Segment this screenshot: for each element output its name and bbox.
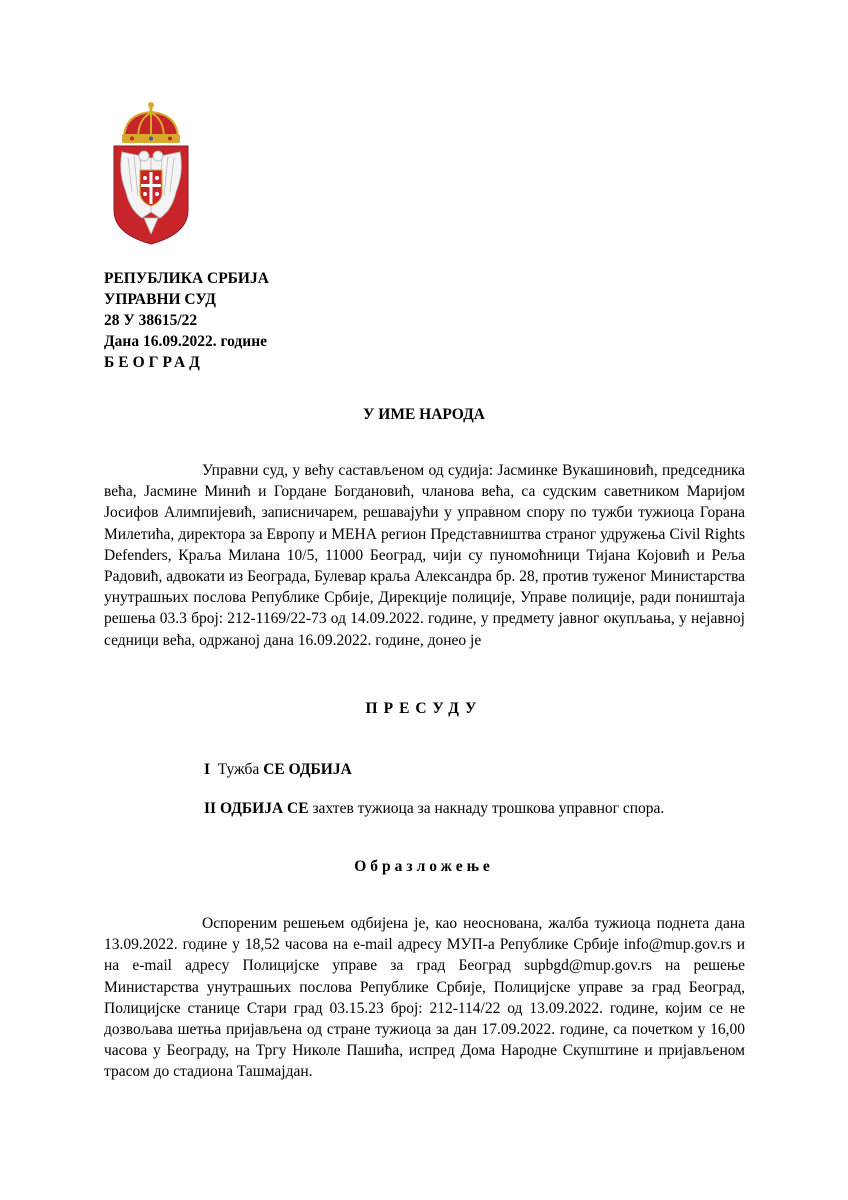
case-number: 28 У 38615/22 xyxy=(104,312,198,329)
court-header xyxy=(104,268,269,373)
reasoning-paragraph xyxy=(104,913,745,1083)
country-name: РЕПУБЛИКА СРБИЈА xyxy=(104,270,269,287)
crown-icon xyxy=(122,102,180,143)
court-name: УПРАВНИ СУД xyxy=(104,291,216,308)
verdict-item-2 xyxy=(204,800,664,818)
verdict-item-number: I xyxy=(204,761,211,778)
verdict-item-1 xyxy=(204,761,352,779)
decision-date: Дана 16.09.2022. године xyxy=(104,333,268,350)
reasoning-heading: Образложење xyxy=(354,858,494,875)
verdict-item-number: II xyxy=(204,800,217,817)
verdict-heading: ПРЕСУДУ xyxy=(365,700,483,717)
verdict-item-bold: СЕ ОДБИЈА xyxy=(263,761,352,778)
reasoning-paragraph-text: Оспореним решењем одбијена је, као неоснована, жалба тужиоца поднета дана 13.09.2022. године у 18,52 часова на e-mail адресу МУП-а Републике Србије info@mup.gov.rs и на e-mail адресу Полицијске управе за град Београд supbgd@mup.gov.rs на решење Министарства унутрашњих послова Републике Србије, Полицијске управе за град Београд, Полицијске станице Стари град 03.15.23 број: 212-114/22 од 13.09.2022. године, којим се не дозвољава шетња пријављена од стране тужиоца за дан 17.09.2022. године, са почетком у 16,00 часова у Београду, на Тргу Николе Пашића, испред Дома Народне Скупштине и пријављеном трасом до стадиона Ташмајдан. xyxy=(104,915,745,1081)
in-name-of-people-heading: У ИМЕ НАРОДА xyxy=(363,406,485,423)
intro-paragraph-text: Управни суд, у већу састављеном од судија: Јасминке Вукашиновић, председника већа, Јасмине Минић и Гордане Богдановић, чланова већа, са судским саветником Маријом Јосифов Алимпијевић, записничарем, решавајући у управном спору по тужби тужиоца Горана Милетића, директора за Европу и МЕНА регион Представништва страног удружења Civil Rights Defenders, Краља Милана 10/5, 11000 Београд, чији су пуномоћници Тијана Којовић и Реља Радовић, адвокати из Београда, Булевар краља Александра бр. 28, против туженог Министарства унутрашњих послова Републике Србије, Дирекције полиције, Управе полиције, ради поништаја решења 03.3 број: 212-1169/22-73 од 14.09.2022. године, у предмету јавног окупљања, у нејавној седници већа, одржаној дана 16.09.2022. године, донео је xyxy=(104,462,745,649)
verdict-item-bold: ОДБИЈА СЕ xyxy=(219,800,309,817)
city-name: БЕОГРАД xyxy=(104,354,204,371)
coat-of-arms-icon xyxy=(108,100,194,246)
intro-paragraph xyxy=(104,460,745,651)
verdict-item-text: захтев тужиоца за накнаду трошкова управног спора. xyxy=(308,800,665,817)
verdict-item-text: Тужба xyxy=(217,761,260,778)
